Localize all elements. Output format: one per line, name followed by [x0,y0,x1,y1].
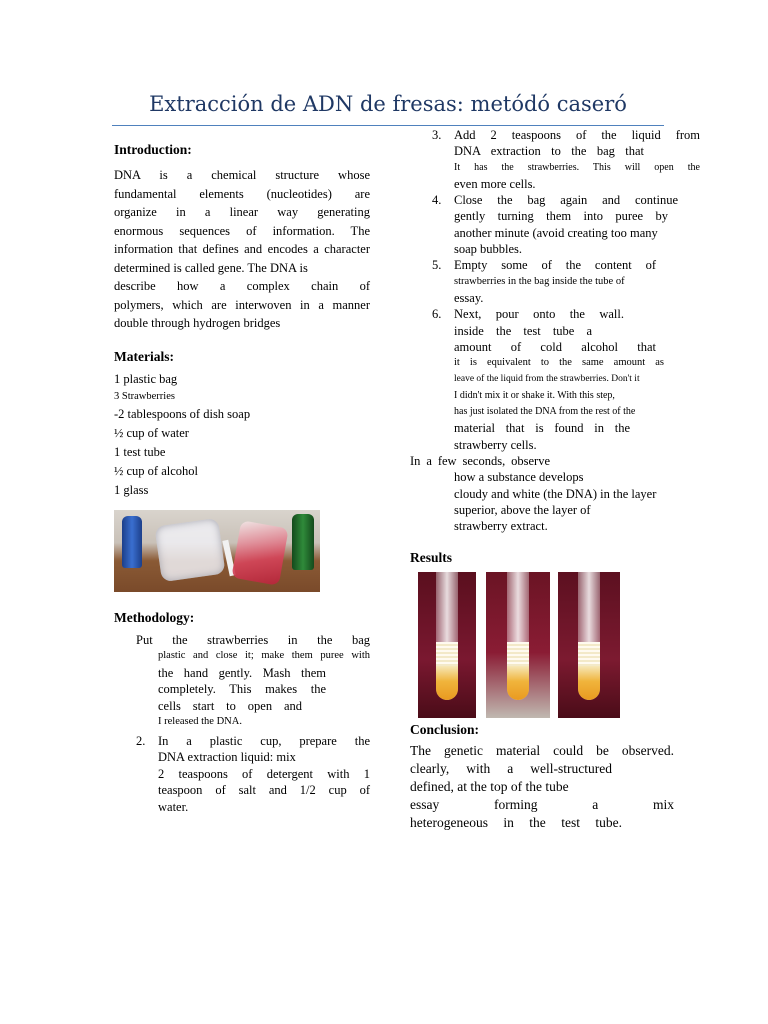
step-line: leave of the liquid from the strawberries. Don't it [454,374,640,385]
step-line: I released the DNA. [158,716,242,727]
step-line: even more cells. [454,176,536,191]
materials-heading: Materials: [114,348,174,364]
results-heading: Results [410,550,453,566]
strawberry-bag-image [231,520,288,585]
step-line: completely. This makes the [158,682,326,696]
tube-liquid [507,666,529,700]
tube-liquid [436,666,458,700]
conclusion-heading: Conclusion: [410,722,480,738]
material-item: 1 plastic bag [114,371,178,386]
soap-bottle-image [122,516,142,568]
step-line: soap bubbles. [454,242,523,257]
step-line: gently turning them into puree by [454,209,668,224]
intro-line: enormous sequences of information. The [114,223,370,238]
step-line: amount of cold alcohol that [454,339,656,354]
conclusion-line: heterogeneous in the test tube. [410,815,622,831]
results-photos [410,572,700,718]
material-item: ½ cup of alcohol [114,463,199,478]
methodology-step-4 [410,192,700,257]
step-number: 5. [432,258,442,273]
step-line: Put the strawberries in the bag [136,632,370,647]
alcohol-bottle-image [292,514,314,570]
step-line: DNA extraction liquid: mix [158,750,296,764]
step-line [410,192,678,208]
conclusion-line: clearly, with a well-structured [410,761,612,777]
material-item: 1 test tube [114,444,166,459]
intro-line: organize in a linear way generating [114,205,370,219]
step-line: essay. [454,290,484,305]
document-title: Extracción de ADN de fresas: metódó caseró [149,92,627,116]
materials-list [114,370,370,500]
intro-line: DNA is a chemical structure whose [114,168,370,182]
intro-line: information that defines and encodes a character [114,242,370,256]
introduction-text [114,166,370,333]
material-item: ½ cup of water [114,425,189,440]
test-tube-photo-2 [486,572,550,718]
title-underline [112,125,664,126]
intro-line: polymers, which are interwoven in a manner [114,297,370,312]
step-line: plastic and close it; make them puree with [158,650,370,661]
step-line: inside the test tube a [454,323,592,338]
conclusion-line: defined, at the top of the tube [410,779,569,795]
tube-foam [507,642,529,666]
step-line [410,127,700,143]
step-number: 6. [432,307,442,322]
step-line [410,257,656,273]
step-line: material that is found in the [454,421,630,436]
left-column [114,140,370,815]
tube-foam [578,642,600,666]
step-line: has just isolated the DNA from the rest of the [454,406,636,418]
observe-line: cloudy and white (the DNA) in the layer [454,486,657,501]
conclusion-text [410,742,674,832]
step-number: 4. [432,193,442,208]
test-tube-photo-3 [558,572,620,718]
step-line: It has the strawberries. This will open the [454,161,700,173]
right-column [410,127,700,832]
materials-photo [114,510,320,592]
step-line: it is equivalent to the same amount as [454,357,664,369]
step-line: 2 teaspoons of detergent with 1 [158,766,370,781]
step-text: Empty some of the content of [454,258,656,273]
tube-liquid [578,666,600,700]
observe-line: superior, above the layer of [454,502,591,517]
observe-line: strawberry extract. [454,519,548,534]
step-text: Add 2 teaspoons of the liquid from [454,128,700,142]
material-item: 1 glass [114,482,149,497]
conclusion-line: The genetic material could be observed. [410,743,674,759]
step-number: 2. [136,733,146,748]
plastic-bag-image [154,517,225,581]
step-number: 3. [432,128,442,142]
methodology-step-6 [410,306,700,453]
step-line: I didn't mix it or shake it. With this step, [454,389,615,401]
intro-line: fundamental elements (nucleotides) are [114,186,370,201]
intro-line: describe how a complex chain of [114,279,370,293]
intro-line: determined is called gene. The DNA is [114,260,308,275]
introduction-heading: Introduction: [114,142,192,157]
step-line: strawberries in the bag inside the tube of [454,275,625,287]
methodology-step-1 [114,632,370,731]
observe-line: how a substance develops [454,470,584,485]
methodology-step-2 [114,733,370,816]
step-line: teaspoon of salt and 1/2 cup of [158,783,370,797]
step-text: Close the bag again and continue [454,193,678,208]
step-line: strawberry cells. [454,437,537,452]
test-tube-photo-1 [418,572,476,718]
methodology-heading: Methodology: [114,609,195,625]
observe-line: In a few seconds, observe [410,453,550,468]
step-text: In a plastic cup, prepare the [158,733,370,748]
step-line: water. [158,799,189,814]
step-line: another minute (avoid creating too many [454,225,658,240]
methodology-step-3 [410,127,700,192]
step-line [410,306,624,322]
material-item: 3 Strawberries [114,390,175,402]
step-line [114,733,370,750]
tube-foam [436,642,458,666]
observation-text [410,453,700,534]
step-line: DNA extraction to the bag that [454,144,644,159]
step-line: cells start to open and [158,698,302,713]
methodology-step-5 [410,257,700,306]
material-item: -2 tablespoons of dish soap [114,406,251,421]
conclusion-line: essay forming a mix [410,797,674,813]
step-text: Next, pour onto the wall. [454,307,624,322]
step-line: the hand gently. Mash them [158,665,326,680]
intro-line: double through hydrogen bridges [114,316,281,330]
